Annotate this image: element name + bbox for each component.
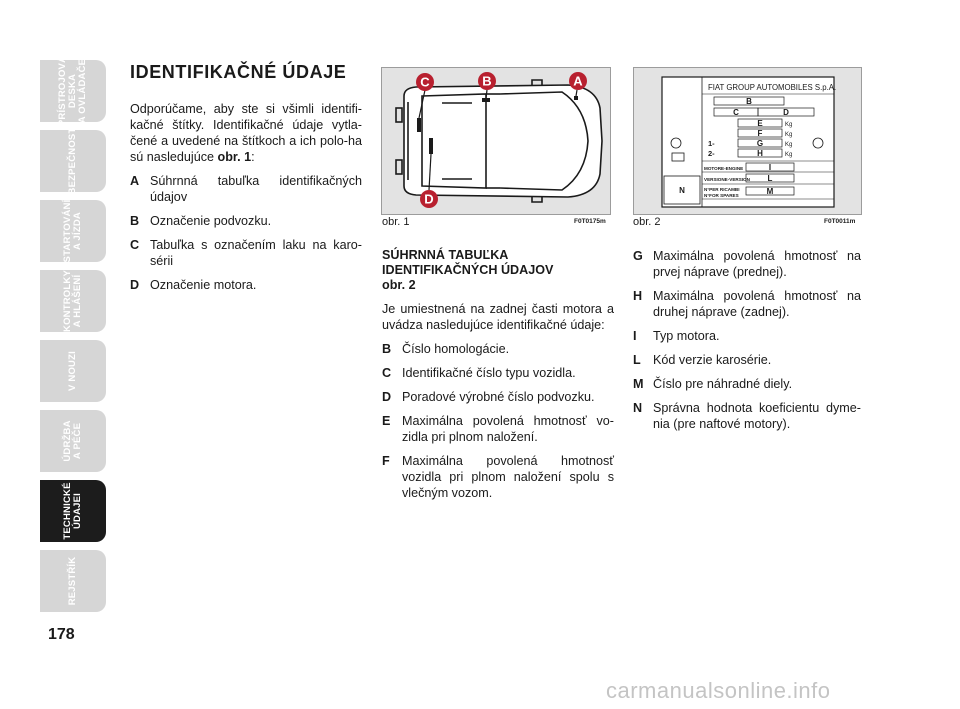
figure-2-id-plate [633, 67, 862, 215]
list-item: H Maximálna povolená hmotnosť na druhej náprave (zadnej). [633, 289, 861, 319]
summary-heading: SÚHRNNÁ TABUĽKA IDENTIFIKAČNÝCH ÚDAJOV obr. 2 [382, 248, 554, 292]
svg-text:B: B [746, 97, 752, 106]
svg-text:E: E [757, 119, 763, 128]
marker-b [478, 72, 496, 90]
tab-kontrolky[interactable]: KONTROLKY A HLÁŠENÍ [40, 270, 106, 332]
column-summary-continued [633, 248, 861, 440]
marker-d [420, 190, 438, 208]
car-top-view-illustration [382, 68, 610, 214]
svg-text:VERSIONE-VERSION: VERSIONE-VERSION [704, 177, 750, 182]
tab-technicke-udaje[interactable]: TECHNICKÉ ÚDAJEI [40, 480, 106, 542]
svg-text:H: H [757, 149, 763, 158]
svg-text:A: A [573, 73, 583, 89]
svg-text:Kg: Kg [785, 132, 793, 138]
svg-text:I: I [768, 163, 772, 172]
tab-bezpecnost[interactable]: BEZPEČNOST [40, 130, 106, 192]
tab-udrzba[interactable]: ÚDRŽBA A PÉČE [40, 410, 106, 472]
svg-text:L: L [767, 174, 773, 183]
svg-text:Kg: Kg [785, 152, 793, 158]
tab-rejstrik[interactable]: REJSTŘÍK [40, 550, 106, 612]
svg-text:MOTORE-ENGINE: MOTORE-ENGINE [704, 166, 744, 171]
intro-paragraph: Odporúčame, aby ste si všimli identifi-kačné štítky. Identifikačné údaje vytla-čené a uvedené na štítkoch a ich polo-ha sú nasledujúce obr. 1: [130, 102, 362, 164]
figure-1-car-top-view [381, 67, 611, 215]
svg-text:1-: 1- [708, 139, 715, 148]
list-item: B Označenie podvozku. [130, 214, 272, 228]
svg-text:FIAT GROUP AUTOMOBILES S.p.A.: FIAT GROUP AUTOMOBILES S.p.A. [708, 83, 837, 92]
svg-text:D: D [424, 191, 434, 207]
list-item: D Označenie motora. [130, 278, 257, 292]
svg-text:F: F [757, 129, 763, 138]
list-item: N Správna hodnota koeficientu dyme-nia (pre naftové motory). [633, 401, 861, 431]
svg-text:B: B [482, 73, 492, 89]
list-item: C Tabuľka s označením laku na karo-sérii [130, 238, 362, 268]
page-number: 178 [48, 626, 75, 643]
marker-c [416, 73, 434, 91]
list-item: G Maximálna povolená hmotnosť na prvej náprave (prednej). [633, 249, 861, 279]
figure-2-code: F0T0011m [824, 218, 856, 225]
list-item: E Maximálna povolená hmotnosť vo-zidla pri plnom naložení. [382, 414, 614, 444]
figure-1-caption: obr. 1 [382, 216, 410, 228]
id-plate-illustration [634, 68, 861, 214]
svg-text:N°PER RICAMBI: N°PER RICAMBI [704, 187, 740, 192]
marker-a [569, 72, 587, 90]
list-item: M Číslo pre náhradné diely. [633, 377, 793, 391]
column-identification [130, 62, 362, 301]
svg-text:C: C [733, 108, 739, 117]
svg-text:Kg: Kg [785, 122, 793, 128]
svg-text:N: N [679, 186, 685, 195]
list-item: L Kód verzie karosérie. [633, 353, 772, 367]
summary-intro: Je umiestnená na zadnej časti motora a uvádza nasledujúce identifikačné údaje: [382, 302, 614, 332]
list-item: D Poradové výrobné číslo podvozku. [382, 390, 595, 404]
column-summary-table [382, 248, 614, 509]
figure-2-caption: obr. 2 [633, 216, 661, 228]
svg-text:Kg: Kg [785, 142, 793, 148]
svg-text:D: D [783, 108, 789, 117]
tab-v-nouzi[interactable]: V NOUZI [40, 340, 106, 402]
list-item: C Identifikačné číslo typu vozidla. [382, 366, 576, 380]
list-item: I Typ motora. [633, 329, 720, 343]
svg-text:2-: 2- [708, 149, 715, 158]
svg-text:G: G [756, 139, 764, 148]
tab-pristrojova-deska[interactable]: PRÍSTROJOVÁ DESKA A OVLÁDAČE [40, 60, 106, 122]
list-item: B Číslo homologácie. [382, 342, 510, 356]
watermark: carmanualsonline.info [606, 678, 831, 703]
figure-1-code: F0T0175m [574, 218, 606, 225]
svg-text:C: C [420, 74, 430, 90]
list-item: A Súhrnná tabuľka identifikačných údajov [130, 174, 362, 204]
tab-startovani[interactable]: STARTOVÁNÍ A JÍZDA [40, 200, 106, 262]
section-title: IDENTIFIKAČNÉ ÚDAJE [130, 62, 347, 82]
list-item: F Maximálna povolená hmotnosť vozidla pri plnom naložení spolu s vlečným vozom. [382, 454, 614, 500]
svg-text:M: M [766, 187, 774, 196]
svg-text:N°FOR SPARES: N°FOR SPARES [704, 193, 739, 198]
